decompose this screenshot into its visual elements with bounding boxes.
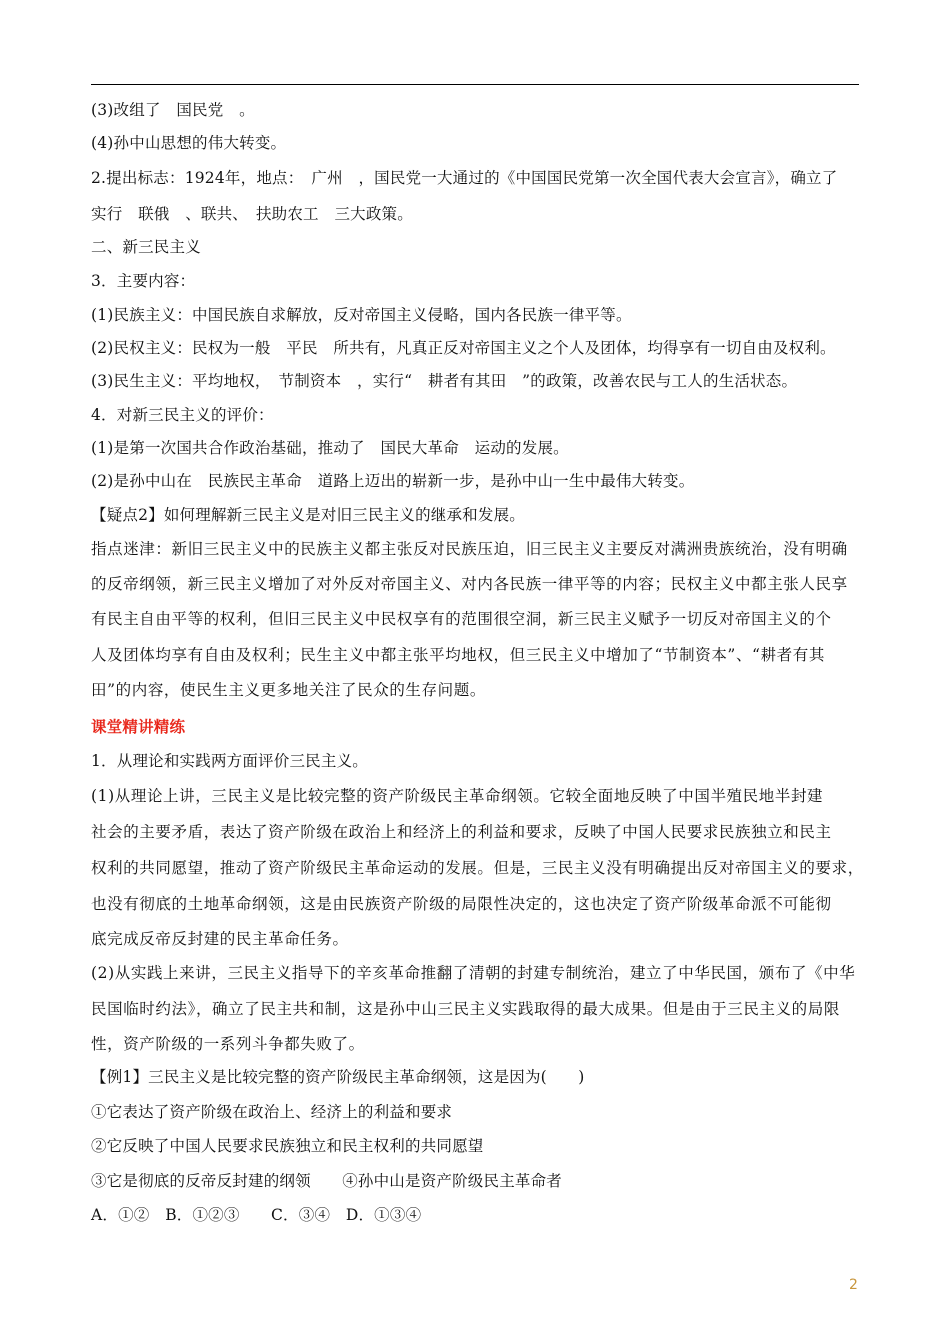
text-line: (4)孙中山思想的伟大转变。 (91, 134, 287, 152)
text-line: ①它表达了资产阶级在政治上、经济上的利益和要求 (91, 1103, 453, 1121)
text-line: 的反帝纲领，新三民主义增加了对外反对帝国主义、对内各民族一律平等的内容；民权主义中都主张人民享 (91, 575, 848, 593)
text-line: 也没有彻底的土地革命纲领，这是由民族资产阶级的局限性决定的，这也决定了资产阶级革命派不可能彻 (91, 895, 832, 913)
text-line: ③它是彻底的反帝反封建的纲领 ④孙中山是资产阶级民主革命者 (91, 1172, 563, 1190)
text-line: 2.提出标志：1924年，地点： 广州 ，国民党一大通过的《中国国民党第一次全国代表大会宣言》，确立了 (91, 169, 838, 187)
text-line: 田”的内容，使民生主义更多地关注了民众的生存问题。 (91, 681, 486, 699)
text-line: (1)从理论上讲，三民主义是比较完整的资产阶级民主革命纲领。它较全面地反映了中国半殖民地半封建 (91, 787, 824, 805)
example-question: 【例1】三民主义是比较完整的资产阶级民主革命纲领，这是因为( ) (91, 1068, 585, 1086)
text-line: 民国临时约法》，确立了民主共和制，这是孙中山三民主义实践取得的最大成果。但是由于三民主义的局限 (91, 1000, 840, 1018)
text-line: 社会的主要矛盾，表达了资产阶级在政治上和经济上的利益和要求，反映了中国人民要求民族独立和民主 (91, 823, 832, 841)
section-heading-red: 课堂精讲精练 (91, 717, 186, 736)
text-line: (2)从实践上来讲，三民主义指导下的辛亥革命推翻了清朝的封建专制统治，建立了中华民国，颁布了《中华 (91, 964, 856, 982)
text-line: 3．主要内容： (91, 272, 196, 290)
text-line: (2)民权主义：民权为一般 平民 所共有，凡真正反对帝国主义之个人及团体，均得享有一切自由及权利。 (91, 339, 836, 357)
text-line: (2)是孙中山在 民族民主革命 道路上迈出的崭新一步，是孙中山一生中最伟大转变。 (91, 472, 695, 490)
text-line: 有民主自由平等的权利，但旧三民主义中民权享有的范围很空洞，新三民主义赋予一切反对帝国主义的个 (91, 610, 832, 628)
text-line: 实行 联俄 、联共、 扶助农工 三大政策。 (91, 205, 413, 223)
text-line: 1．从理论和实践两方面评价三民主义。 (91, 752, 368, 770)
text-line: (3)改组了 国民党 。 (91, 101, 255, 119)
page-number: 2 (849, 1277, 858, 1293)
answer-options: A．①② B．①②③ C．③④ D．①③④ (91, 1206, 422, 1224)
text-line: ②它反映了中国人民要求民族独立和民主权利的共同愿望 (91, 1137, 484, 1155)
header-rule (91, 84, 859, 85)
text-line: 指点迷津：新旧三民主义中的民族主义都主张反对民族压迫，旧三民主义主要反对满洲贵族统治，没有明确 (91, 540, 848, 558)
text-line: (1)民族主义：中国民族自求解放，反对帝国主义侵略，国内各民族一律平等。 (91, 306, 632, 324)
text-line: 底完成反帝反封建的民主革命任务。 (91, 930, 349, 948)
section-heading: 二、新三民主义 (91, 238, 201, 256)
text-line: (1)是第一次国共合作政治基础，推动了 国民大革命 运动的发展。 (91, 439, 569, 457)
doubt-heading: 【疑点2】如何理解新三民主义是对旧三民主义的继承和发展。 (91, 506, 525, 524)
text-line: 人及团体均享有自由及权利；民生主义中都主张平均地权，但三民主义中增加了“节制资本”、“耕者有其 (91, 646, 825, 664)
text-line: 性，资产阶级的一系列斗争都失败了。 (91, 1035, 365, 1053)
text-line: 4．对新三民主义的评价： (91, 406, 274, 424)
text-line: 权利的共同愿望，推动了资产阶级民主革命运动的发展。但是，三民主义没有明确提出反对帝国主义的要求， (91, 859, 864, 877)
text-line: (3)民生主义：平均地权， 节制资本 ，实行“ 耕者有其田 ”的政策，改善农民与工人的生活状态。 (91, 372, 798, 390)
